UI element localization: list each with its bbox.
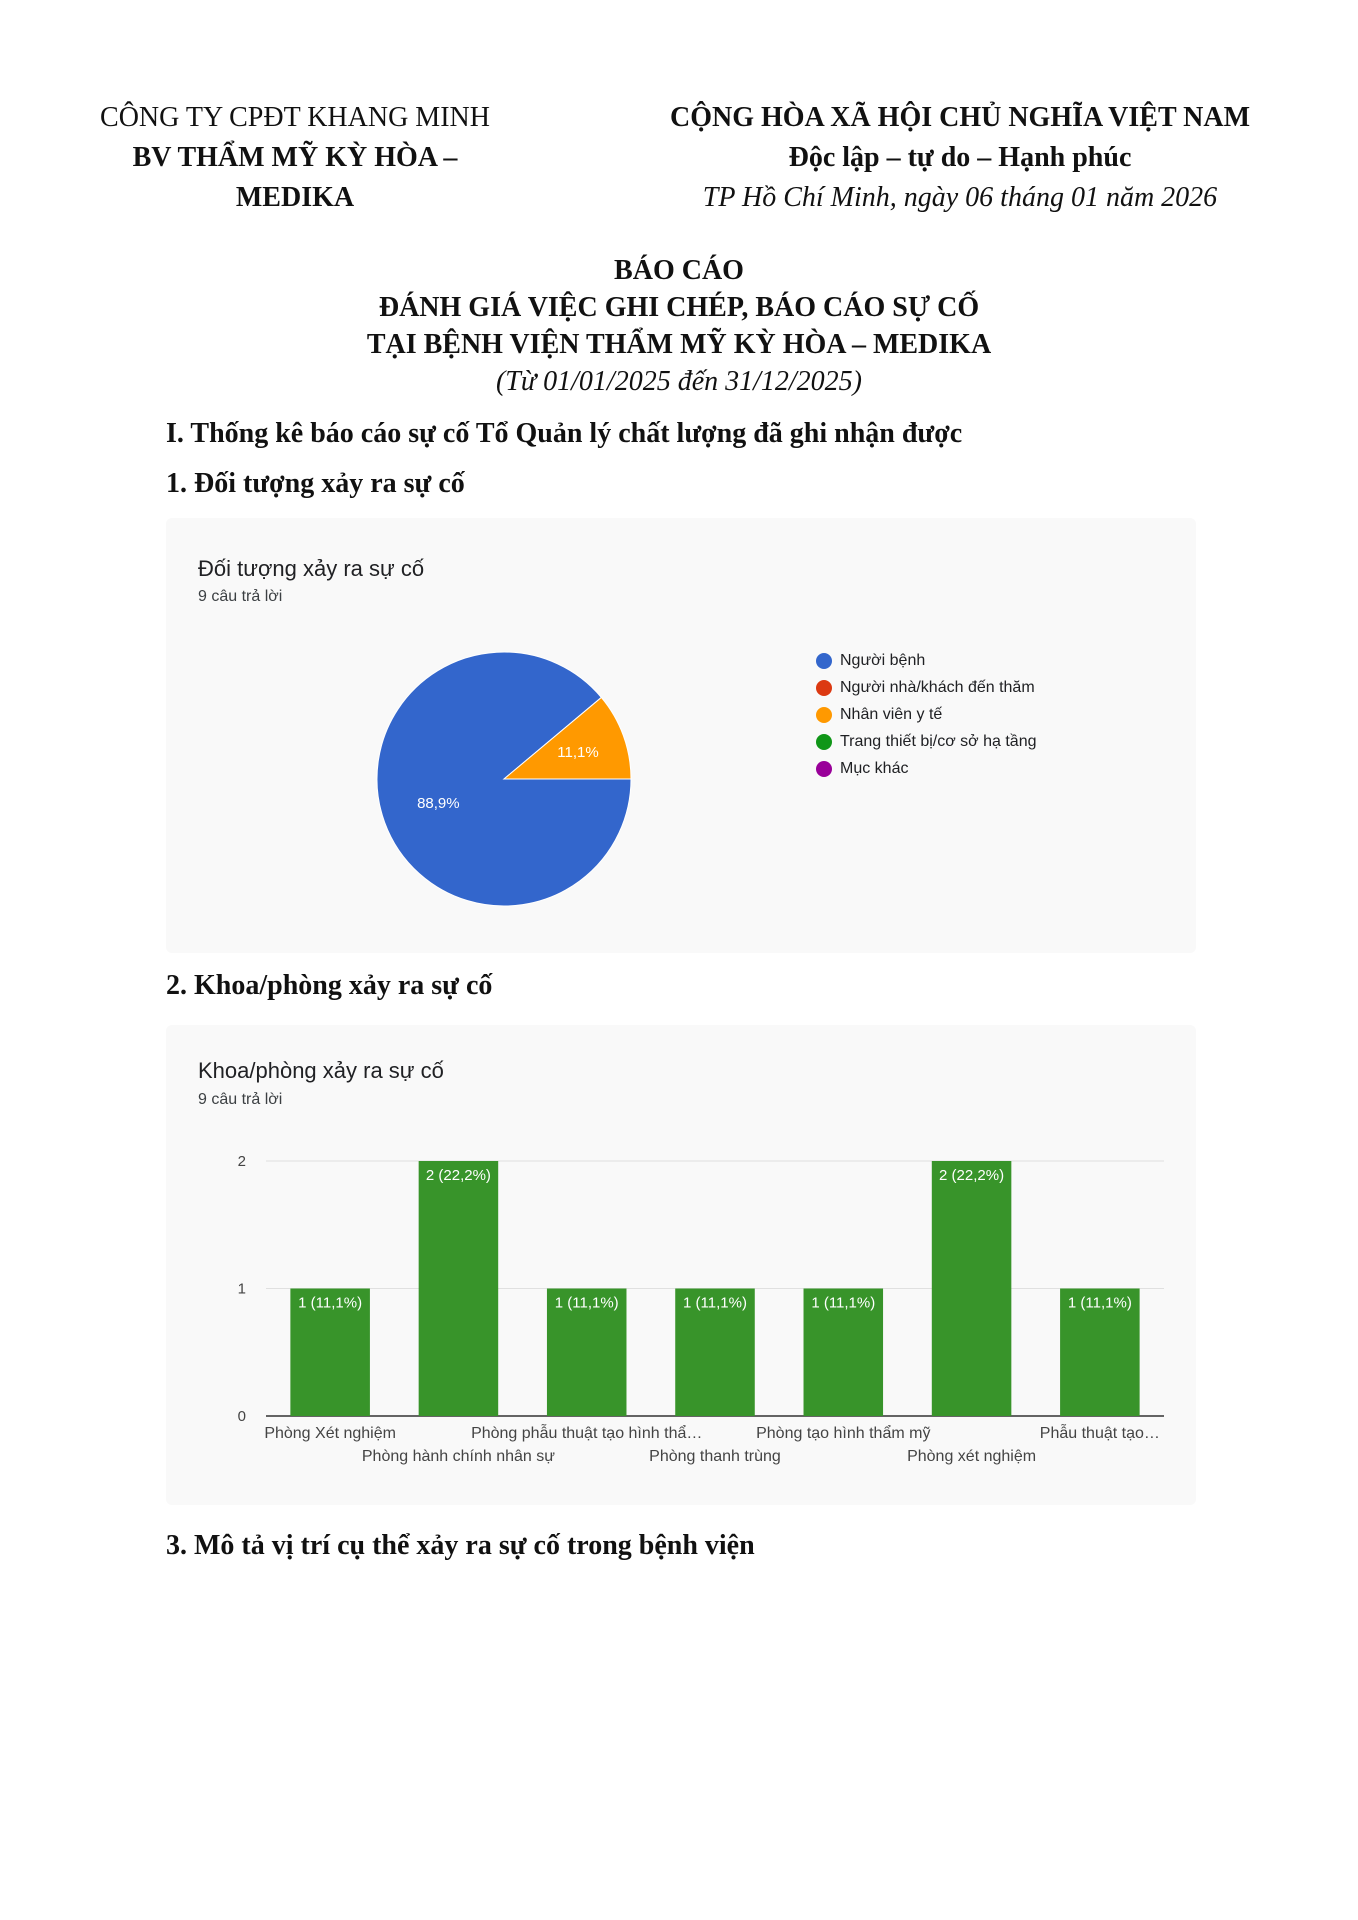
legend-item-visitor [816,674,1037,701]
bar-chart-title: Khoa/phòng xảy ra sự cố [198,1058,444,1083]
pie-chart [166,518,1196,953]
section-3-heading: 3. Mô tả vị trí cụ thể xảy ra sự cố trong bệnh viện [166,1530,755,1561]
pie-slice-label: 11,1% [557,744,599,762]
national-header [640,98,1280,218]
national-motto: Độc lập – tự do – Hạnh phúc [788,142,1132,173]
bar-data-label: 2 (22,2%) [939,1167,1005,1184]
document-date: TP Hồ Chí Minh, ngày 06 tháng 01 năm 2026 [702,182,1218,213]
national-title: CỘNG HÒA XÃ HỘI CHỦ NGHĨA VIỆT NAM [669,102,1251,133]
legend-label: Người bệnh [840,651,926,669]
bar-data-label: 1 (11,1%) [683,1294,747,1312]
y-tick-label: 0 [237,1408,246,1425]
x-tick-label: Phòng tạo hình thẩm mỹ [756,1425,931,1442]
bar-data-label: 1 (11,1%) [554,1294,619,1312]
bar-chart-panel [166,1025,1196,1505]
bar-data-label: 2 (22,2%) [425,1167,491,1184]
bar-chart-subtitle: 9 câu trả lời [198,1091,283,1108]
legend-item-patient [816,647,1037,674]
bar-data-label: 1 (11,1%) [811,1294,876,1312]
legend-swatch [816,761,832,777]
section-2-heading: 2. Khoa/phòng xảy ra sự cố [166,970,493,1001]
legend-swatch [816,734,832,750]
legend-item-equipment [816,728,1037,755]
bar [419,1161,499,1416]
x-tick-label: Phòng Xét nghiệm [264,1425,396,1442]
y-tick-label: 1 [237,1280,246,1298]
title-line-3: TẠI BỆNH VIỆN THẨM MỸ KỲ HÒA – MEDIKA [366,329,992,360]
title-line-2: ĐÁNH GIÁ VIỆC GHI CHÉP, BÁO CÁO SỰ CỐ [378,292,980,323]
title-line-1: BÁO CÁO [614,255,744,286]
x-tick-label: Phòng hành chính nhân sự [361,1448,555,1465]
legend-swatch [816,707,832,723]
legend-label: Trang thiết bị/cơ sở hạ tầng [840,732,1037,750]
legend-item-other [816,755,1037,782]
x-tick-label: Phòng thanh trùng [649,1448,781,1465]
x-tick-label: Phòng phẫu thuật tạo hình thẩ… [471,1425,703,1442]
x-tick-label: Phòng xét nghiệm [907,1448,1037,1465]
y-tick-label: 2 [237,1153,246,1170]
x-tick-label: Phẫu thuật tạo… [1039,1425,1160,1442]
company-name: CÔNG TY CPĐT KHANG MINH [100,102,490,133]
pie-chart-panel [166,518,1196,953]
legend-label: Mục khác [840,759,909,777]
section-i-heading: I. Thống kê báo cáo sự cố Tổ Quản lý chất lượng đã ghi nhận được [166,418,963,449]
bar [932,1161,1012,1416]
report-title [0,252,1358,400]
legend-swatch [816,653,832,669]
legend-item-staff [816,701,1037,728]
pie-slice-label: 88,9% [417,794,460,812]
legend-swatch [816,680,832,696]
legend-label: Người nhà/khách đến thăm [840,678,1035,696]
legend-label: Nhân viên y tế [840,705,943,723]
pie-legend [816,647,1037,782]
report-period: (Từ 01/01/2025 đến 31/12/2025) [495,366,863,397]
pie-chart-title: Đối tượng xảy ra sự cố [198,556,425,581]
company-header [95,98,495,218]
bar-data-label: 1 (11,1%) [1067,1294,1132,1312]
bar-chart [166,1025,1196,1505]
pie-chart-subtitle: 9 câu trả lời [198,588,283,605]
bar-data-label: 1 (11,1%) [298,1294,363,1312]
section-1-heading: 1. Đối tượng xảy ra sự cố [166,468,465,499]
hospital-name: BV THẨM MỸ KỲ HÒA – MEDIKA [132,142,458,213]
